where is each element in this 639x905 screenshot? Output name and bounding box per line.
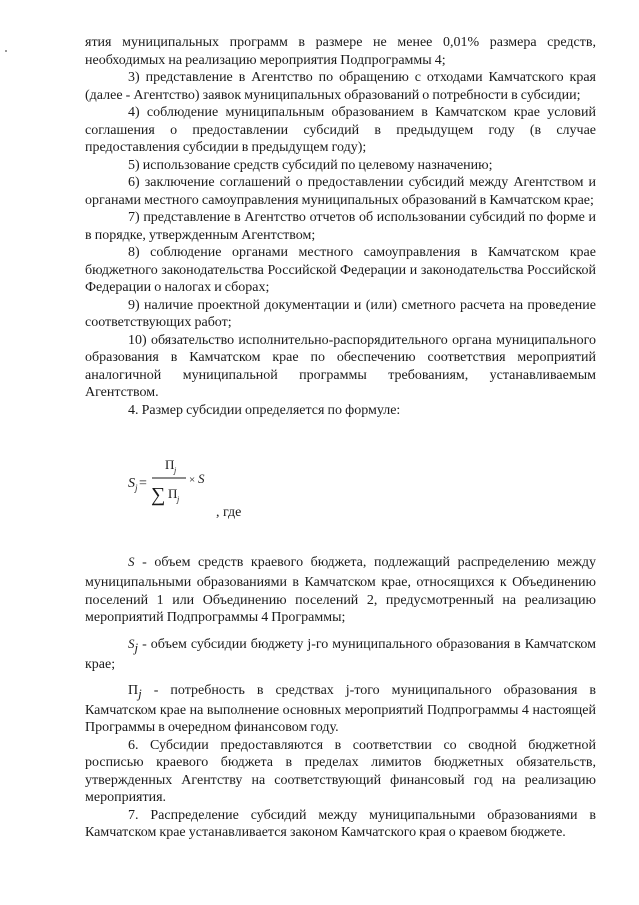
scan-speck xyxy=(5,50,7,52)
paragraph-item-8: 8) соблюдение органами местного самоуправления в Камчатском крае бюджетного законодательства Российской Федерации и законодательства Российской Федерации о налогах и сборах; xyxy=(85,245,596,295)
formula-lhs-subscript: j xyxy=(135,483,138,493)
definition-pj-text: - потребность в средствах j-того муниципального образования в Камчатском крае на выполнение основных мероприятий Подпрограммы 4 настоящей Программы в очередном финансовом году. xyxy=(85,682,596,736)
paragraph-item-9: 9) наличие проектной документации и (или) сметного расчета на проведение соответствующих работ; xyxy=(85,297,596,330)
formula-sum-symbol: ∑ xyxy=(151,484,166,506)
formula-denominator-symbol: П xyxy=(168,486,178,501)
paragraph-item-7-distribution: 7. Распределение субсидий между муниципальными образованиями в Камчатском крае устанавливается законом Камчатского края о краевом бюджете. xyxy=(85,807,596,841)
definition-s-symbol: S xyxy=(128,554,135,569)
definition-s xyxy=(85,553,596,627)
formula-numerator-subscript: j xyxy=(174,466,177,475)
formula-lhs-symbol: S xyxy=(128,476,135,491)
definition-s-text: - объем средств краевого бюджета, подлежащий распределению между муниципальными образованиями в Камчатском крае, относящихся к Объединению поселений 1 или Объединению поселений 2, предусмотренный на реализацию мероприятий Подпрограммы 4 Программы; xyxy=(85,555,596,626)
paragraph-item-4: 4) соблюдение муниципальным образованием в Камчатском крае условий соглашения о предоставлении субсидий в предыдущем году (в случае предоставления субсидии в предыдущем году); xyxy=(85,105,596,155)
definition-pj xyxy=(85,682,596,737)
paragraph-item-5: 5) использование средств субсидий по целевому назначению; xyxy=(128,157,493,173)
formula-block xyxy=(85,453,596,537)
paragraph-continuation: ятия муниципальных программ в размере не менее 0,01% размера средств, необходимых на реализацию мероприятия Подпрограммы 4; xyxy=(85,35,596,68)
paragraph-formula-intro: 4. Размер субсидии определяется по формуле: xyxy=(128,402,401,418)
paragraph-item-6-subsidies: 6. Субсидии предоставляются в соответствии со сводной бюджетной росписью краевого бюджета в пределах лимитов бюджетных обязательств, утвержденных Агентству на соответствующий финансовый год на реализацию мероприятия. xyxy=(85,737,596,806)
definition-sj-text: - объем субсидии бюджету j-го муниципального образования в Камчатском крае; xyxy=(85,636,596,673)
formula-multiplier-symbol: S xyxy=(198,471,205,486)
definition-sj-subscript: j xyxy=(134,639,139,655)
definition-sj xyxy=(85,635,596,674)
formula-equals: = xyxy=(139,476,147,491)
paragraph-item-6: 6) заключение соглашений о предоставлении субсидий между Агентством и органами местного самоуправления муниципальных образований в Камчатском крае; xyxy=(85,175,596,208)
paragraph-item-3: 3) представление в Агентство по обращению с отходами Камчатского края (далее - Агентство) заявок муниципальных образований о потребности в субсидии; xyxy=(85,70,596,103)
formula-where: , где xyxy=(216,505,242,520)
formula-times: × xyxy=(189,474,196,486)
definition-sj-symbol: S xyxy=(128,635,135,651)
paragraph-item-7: 7) представление в Агентство отчетов об использовании субсидий по форме и в порядке, утвержденным Агентством; xyxy=(85,210,596,243)
formula-denominator-subscript: j xyxy=(177,495,180,504)
paragraph-item-10: 10) обязательство исполнительно-распорядительного органа муниципального образования в Камчатском крае по обеспечению соответствия мероприятий аналогичной муниципальной программы требованиям, устанавливаемым Агентством. xyxy=(85,332,596,400)
definition-pj-symbol: П xyxy=(128,682,139,698)
subsidy-formula xyxy=(128,453,212,513)
document-page xyxy=(85,34,596,842)
definition-pj-subscript: j xyxy=(138,685,142,701)
formula-numerator-symbol: П xyxy=(165,457,175,472)
